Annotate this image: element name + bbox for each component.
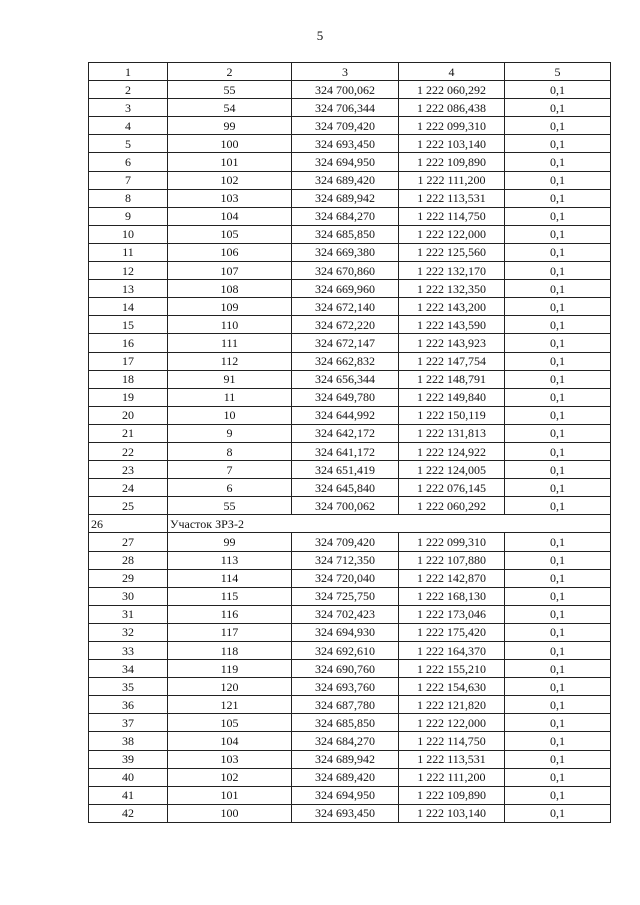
y-coordinate-cell: 1 222 109,890 <box>399 153 505 171</box>
y-coordinate-cell: 1 222 143,923 <box>399 334 505 352</box>
table-row <box>89 678 611 696</box>
error-cell: 0,1 <box>505 714 611 732</box>
x-coordinate-cell: 324 689,942 <box>292 750 399 768</box>
point-number-cell: 91 <box>168 370 292 388</box>
point-number-cell: 105 <box>168 714 292 732</box>
y-coordinate-cell: 1 222 099,310 <box>399 117 505 135</box>
y-coordinate-cell: 1 222 175,420 <box>399 623 505 641</box>
error-cell: 0,1 <box>505 623 611 641</box>
header-cell: 1 <box>89 63 168 81</box>
section-row <box>89 515 611 533</box>
header-cell: 3 <box>292 63 399 81</box>
error-cell: 0,1 <box>505 135 611 153</box>
x-coordinate-cell: 324 685,850 <box>292 225 399 243</box>
point-number-cell: 114 <box>168 569 292 587</box>
row-number-cell: 25 <box>89 497 168 515</box>
x-coordinate-cell: 324 649,780 <box>292 388 399 406</box>
table-row <box>89 750 611 768</box>
error-cell: 0,1 <box>505 334 611 352</box>
table-row <box>89 207 611 225</box>
x-coordinate-cell: 324 690,760 <box>292 660 399 678</box>
table-row <box>89 479 611 497</box>
y-coordinate-cell: 1 222 154,630 <box>399 678 505 696</box>
point-number-cell: 10 <box>168 406 292 424</box>
table-row <box>89 732 611 750</box>
table-row <box>89 424 611 442</box>
x-coordinate-cell: 324 672,140 <box>292 298 399 316</box>
error-cell: 0,1 <box>505 316 611 334</box>
header-cell: 5 <box>505 63 611 81</box>
x-coordinate-cell: 324 712,350 <box>292 551 399 569</box>
x-coordinate-cell: 324 693,760 <box>292 678 399 696</box>
table-row <box>89 569 611 587</box>
y-coordinate-cell: 1 222 111,200 <box>399 171 505 189</box>
y-coordinate-cell: 1 222 103,140 <box>399 135 505 153</box>
point-number-cell: 120 <box>168 678 292 696</box>
table-header-row <box>89 63 611 81</box>
error-cell: 0,1 <box>505 81 611 99</box>
table-row <box>89 623 611 641</box>
table-row <box>89 352 611 370</box>
table-row <box>89 660 611 678</box>
y-coordinate-cell: 1 222 113,531 <box>399 189 505 207</box>
row-number-cell: 31 <box>89 605 168 623</box>
x-coordinate-cell: 324 725,750 <box>292 587 399 605</box>
point-number-cell: 111 <box>168 334 292 352</box>
row-number-cell: 39 <box>89 750 168 768</box>
error-cell: 0,1 <box>505 587 611 605</box>
y-coordinate-cell: 1 222 113,531 <box>399 750 505 768</box>
row-number-cell: 35 <box>89 678 168 696</box>
row-number-cell: 23 <box>89 461 168 479</box>
table-row <box>89 99 611 117</box>
error-cell: 0,1 <box>505 370 611 388</box>
y-coordinate-cell: 1 222 131,813 <box>399 424 505 442</box>
error-cell: 0,1 <box>505 642 611 660</box>
y-coordinate-cell: 1 222 124,922 <box>399 442 505 460</box>
error-cell: 0,1 <box>505 786 611 804</box>
row-number-cell: 38 <box>89 732 168 750</box>
y-coordinate-cell: 1 222 147,754 <box>399 352 505 370</box>
row-number-cell: 41 <box>89 786 168 804</box>
y-coordinate-cell: 1 222 114,750 <box>399 207 505 225</box>
section-title-cell: Участок ЗРЗ-2 <box>168 515 611 533</box>
error-cell: 0,1 <box>505 660 611 678</box>
table-row <box>89 461 611 479</box>
error-cell: 0,1 <box>505 171 611 189</box>
row-number-cell: 19 <box>89 388 168 406</box>
point-number-cell: 100 <box>168 135 292 153</box>
y-coordinate-cell: 1 222 164,370 <box>399 642 505 660</box>
x-coordinate-cell: 324 689,420 <box>292 768 399 786</box>
error-cell: 0,1 <box>505 388 611 406</box>
x-coordinate-cell: 324 669,380 <box>292 243 399 261</box>
x-coordinate-cell: 324 687,780 <box>292 696 399 714</box>
error-cell: 0,1 <box>505 424 611 442</box>
row-number-cell: 5 <box>89 135 168 153</box>
row-number-cell: 30 <box>89 587 168 605</box>
y-coordinate-cell: 1 222 149,840 <box>399 388 505 406</box>
x-coordinate-cell: 324 700,062 <box>292 497 399 515</box>
table-row <box>89 171 611 189</box>
table-row <box>89 497 611 515</box>
point-number-cell: 102 <box>168 768 292 786</box>
error-cell: 0,1 <box>505 207 611 225</box>
row-number-cell: 2 <box>89 81 168 99</box>
page-number: 5 <box>316 28 324 43</box>
error-cell: 0,1 <box>505 189 611 207</box>
row-number-cell: 14 <box>89 298 168 316</box>
error-cell: 0,1 <box>505 461 611 479</box>
row-number-cell: 12 <box>89 262 168 280</box>
x-coordinate-cell: 324 694,950 <box>292 786 399 804</box>
row-number-cell: 22 <box>89 442 168 460</box>
table-row <box>89 117 611 135</box>
y-coordinate-cell: 1 222 060,292 <box>399 497 505 515</box>
point-number-cell: 104 <box>168 207 292 225</box>
error-cell: 0,1 <box>505 768 611 786</box>
x-coordinate-cell: 324 702,423 <box>292 605 399 623</box>
point-number-cell: 54 <box>168 99 292 117</box>
y-coordinate-cell: 1 222 148,791 <box>399 370 505 388</box>
table-row <box>89 298 611 316</box>
x-coordinate-cell: 324 651,419 <box>292 461 399 479</box>
error-cell: 0,1 <box>505 750 611 768</box>
table-row <box>89 768 611 786</box>
y-coordinate-cell: 1 222 132,170 <box>399 262 505 280</box>
table-row <box>89 243 611 261</box>
table-row <box>89 406 611 424</box>
point-number-cell: 121 <box>168 696 292 714</box>
y-coordinate-cell: 1 222 143,590 <box>399 316 505 334</box>
coordinates-table <box>88 62 611 823</box>
y-coordinate-cell: 1 222 132,350 <box>399 280 505 298</box>
point-number-cell: 110 <box>168 316 292 334</box>
error-cell: 0,1 <box>505 352 611 370</box>
error-cell: 0,1 <box>505 298 611 316</box>
x-coordinate-cell: 324 689,942 <box>292 189 399 207</box>
error-cell: 0,1 <box>505 696 611 714</box>
row-number-cell: 29 <box>89 569 168 587</box>
point-number-cell: 11 <box>168 388 292 406</box>
row-number-cell: 18 <box>89 370 168 388</box>
table-row <box>89 587 611 605</box>
point-number-cell: 106 <box>168 243 292 261</box>
error-cell: 0,1 <box>505 243 611 261</box>
row-number-cell: 37 <box>89 714 168 732</box>
x-coordinate-cell: 324 709,420 <box>292 533 399 551</box>
point-number-cell: 100 <box>168 804 292 822</box>
point-number-cell: 113 <box>168 551 292 569</box>
error-cell: 0,1 <box>505 99 611 117</box>
x-coordinate-cell: 324 685,850 <box>292 714 399 732</box>
point-number-cell: 99 <box>168 117 292 135</box>
error-cell: 0,1 <box>505 442 611 460</box>
y-coordinate-cell: 1 222 107,880 <box>399 551 505 569</box>
row-number-cell: 21 <box>89 424 168 442</box>
row-number-cell: 33 <box>89 642 168 660</box>
row-number-cell: 13 <box>89 280 168 298</box>
table-row <box>89 533 611 551</box>
error-cell: 0,1 <box>505 605 611 623</box>
row-number-cell: 3 <box>89 99 168 117</box>
error-cell: 0,1 <box>505 533 611 551</box>
x-coordinate-cell: 324 672,220 <box>292 316 399 334</box>
table-row <box>89 189 611 207</box>
error-cell: 0,1 <box>505 479 611 497</box>
y-coordinate-cell: 1 222 099,310 <box>399 533 505 551</box>
row-number-cell: 7 <box>89 171 168 189</box>
table-row <box>89 225 611 243</box>
table-row <box>89 262 611 280</box>
row-number-cell: 26 <box>89 515 168 533</box>
point-number-cell: 102 <box>168 171 292 189</box>
row-number-cell: 11 <box>89 243 168 261</box>
row-number-cell: 27 <box>89 533 168 551</box>
error-cell: 0,1 <box>505 225 611 243</box>
error-cell: 0,1 <box>505 678 611 696</box>
x-coordinate-cell: 324 662,832 <box>292 352 399 370</box>
error-cell: 0,1 <box>505 497 611 515</box>
y-coordinate-cell: 1 222 122,000 <box>399 225 505 243</box>
row-number-cell: 34 <box>89 660 168 678</box>
point-number-cell: 103 <box>168 750 292 768</box>
table-row <box>89 388 611 406</box>
row-number-cell: 16 <box>89 334 168 352</box>
table-row <box>89 642 611 660</box>
error-cell: 0,1 <box>505 551 611 569</box>
point-number-cell: 55 <box>168 497 292 515</box>
point-number-cell: 117 <box>168 623 292 641</box>
x-coordinate-cell: 324 644,992 <box>292 406 399 424</box>
table-row <box>89 280 611 298</box>
point-number-cell: 108 <box>168 280 292 298</box>
table-row <box>89 714 611 732</box>
point-number-cell: 109 <box>168 298 292 316</box>
x-coordinate-cell: 324 642,172 <box>292 424 399 442</box>
row-number-cell: 10 <box>89 225 168 243</box>
y-coordinate-cell: 1 222 122,000 <box>399 714 505 732</box>
x-coordinate-cell: 324 720,040 <box>292 569 399 587</box>
y-coordinate-cell: 1 222 150,119 <box>399 406 505 424</box>
y-coordinate-cell: 1 222 142,870 <box>399 569 505 587</box>
table-row <box>89 804 611 822</box>
y-coordinate-cell: 1 222 076,145 <box>399 479 505 497</box>
table-row <box>89 135 611 153</box>
y-coordinate-cell: 1 222 103,140 <box>399 804 505 822</box>
row-number-cell: 6 <box>89 153 168 171</box>
x-coordinate-cell: 324 645,840 <box>292 479 399 497</box>
x-coordinate-cell: 324 706,344 <box>292 99 399 117</box>
point-number-cell: 103 <box>168 189 292 207</box>
row-number-cell: 4 <box>89 117 168 135</box>
row-number-cell: 40 <box>89 768 168 786</box>
point-number-cell: 7 <box>168 461 292 479</box>
row-number-cell: 36 <box>89 696 168 714</box>
point-number-cell: 107 <box>168 262 292 280</box>
x-coordinate-cell: 324 656,344 <box>292 370 399 388</box>
row-number-cell: 28 <box>89 551 168 569</box>
table-row <box>89 786 611 804</box>
point-number-cell: 99 <box>168 533 292 551</box>
row-number-cell: 15 <box>89 316 168 334</box>
point-number-cell: 9 <box>168 424 292 442</box>
row-number-cell: 8 <box>89 189 168 207</box>
x-coordinate-cell: 324 684,270 <box>292 207 399 225</box>
point-number-cell: 116 <box>168 605 292 623</box>
y-coordinate-cell: 1 222 060,292 <box>399 81 505 99</box>
y-coordinate-cell: 1 222 111,200 <box>399 768 505 786</box>
y-coordinate-cell: 1 222 114,750 <box>399 732 505 750</box>
error-cell: 0,1 <box>505 117 611 135</box>
error-cell: 0,1 <box>505 280 611 298</box>
x-coordinate-cell: 324 693,450 <box>292 135 399 153</box>
table-row <box>89 605 611 623</box>
table-row <box>89 370 611 388</box>
y-coordinate-cell: 1 222 173,046 <box>399 605 505 623</box>
x-coordinate-cell: 324 709,420 <box>292 117 399 135</box>
x-coordinate-cell: 324 689,420 <box>292 171 399 189</box>
point-number-cell: 112 <box>168 352 292 370</box>
error-cell: 0,1 <box>505 262 611 280</box>
point-number-cell: 8 <box>168 442 292 460</box>
row-number-cell: 24 <box>89 479 168 497</box>
table-row <box>89 153 611 171</box>
point-number-cell: 104 <box>168 732 292 750</box>
table-row <box>89 334 611 352</box>
y-coordinate-cell: 1 222 121,820 <box>399 696 505 714</box>
header-cell: 4 <box>399 63 505 81</box>
row-number-cell: 17 <box>89 352 168 370</box>
row-number-cell: 32 <box>89 623 168 641</box>
x-coordinate-cell: 324 669,960 <box>292 280 399 298</box>
error-cell: 0,1 <box>505 406 611 424</box>
x-coordinate-cell: 324 694,950 <box>292 153 399 171</box>
header-cell: 2 <box>168 63 292 81</box>
x-coordinate-cell: 324 693,450 <box>292 804 399 822</box>
table-row <box>89 316 611 334</box>
point-number-cell: 105 <box>168 225 292 243</box>
error-cell: 0,1 <box>505 732 611 750</box>
y-coordinate-cell: 1 222 155,210 <box>399 660 505 678</box>
error-cell: 0,1 <box>505 804 611 822</box>
point-number-cell: 6 <box>168 479 292 497</box>
y-coordinate-cell: 1 222 125,560 <box>399 243 505 261</box>
point-number-cell: 118 <box>168 642 292 660</box>
table-row <box>89 81 611 99</box>
point-number-cell: 101 <box>168 153 292 171</box>
y-coordinate-cell: 1 222 086,438 <box>399 99 505 117</box>
row-number-cell: 42 <box>89 804 168 822</box>
row-number-cell: 20 <box>89 406 168 424</box>
y-coordinate-cell: 1 222 109,890 <box>399 786 505 804</box>
y-coordinate-cell: 1 222 168,130 <box>399 587 505 605</box>
x-coordinate-cell: 324 692,610 <box>292 642 399 660</box>
y-coordinate-cell: 1 222 143,200 <box>399 298 505 316</box>
point-number-cell: 119 <box>168 660 292 678</box>
x-coordinate-cell: 324 672,147 <box>292 334 399 352</box>
point-number-cell: 115 <box>168 587 292 605</box>
row-number-cell: 9 <box>89 207 168 225</box>
point-number-cell: 101 <box>168 786 292 804</box>
table-row <box>89 696 611 714</box>
table-row <box>89 442 611 460</box>
x-coordinate-cell: 324 700,062 <box>292 81 399 99</box>
x-coordinate-cell: 324 684,270 <box>292 732 399 750</box>
error-cell: 0,1 <box>505 153 611 171</box>
x-coordinate-cell: 324 641,172 <box>292 442 399 460</box>
x-coordinate-cell: 324 694,930 <box>292 623 399 641</box>
table-row <box>89 551 611 569</box>
point-number-cell: 55 <box>168 81 292 99</box>
error-cell: 0,1 <box>505 569 611 587</box>
y-coordinate-cell: 1 222 124,005 <box>399 461 505 479</box>
x-coordinate-cell: 324 670,860 <box>292 262 399 280</box>
